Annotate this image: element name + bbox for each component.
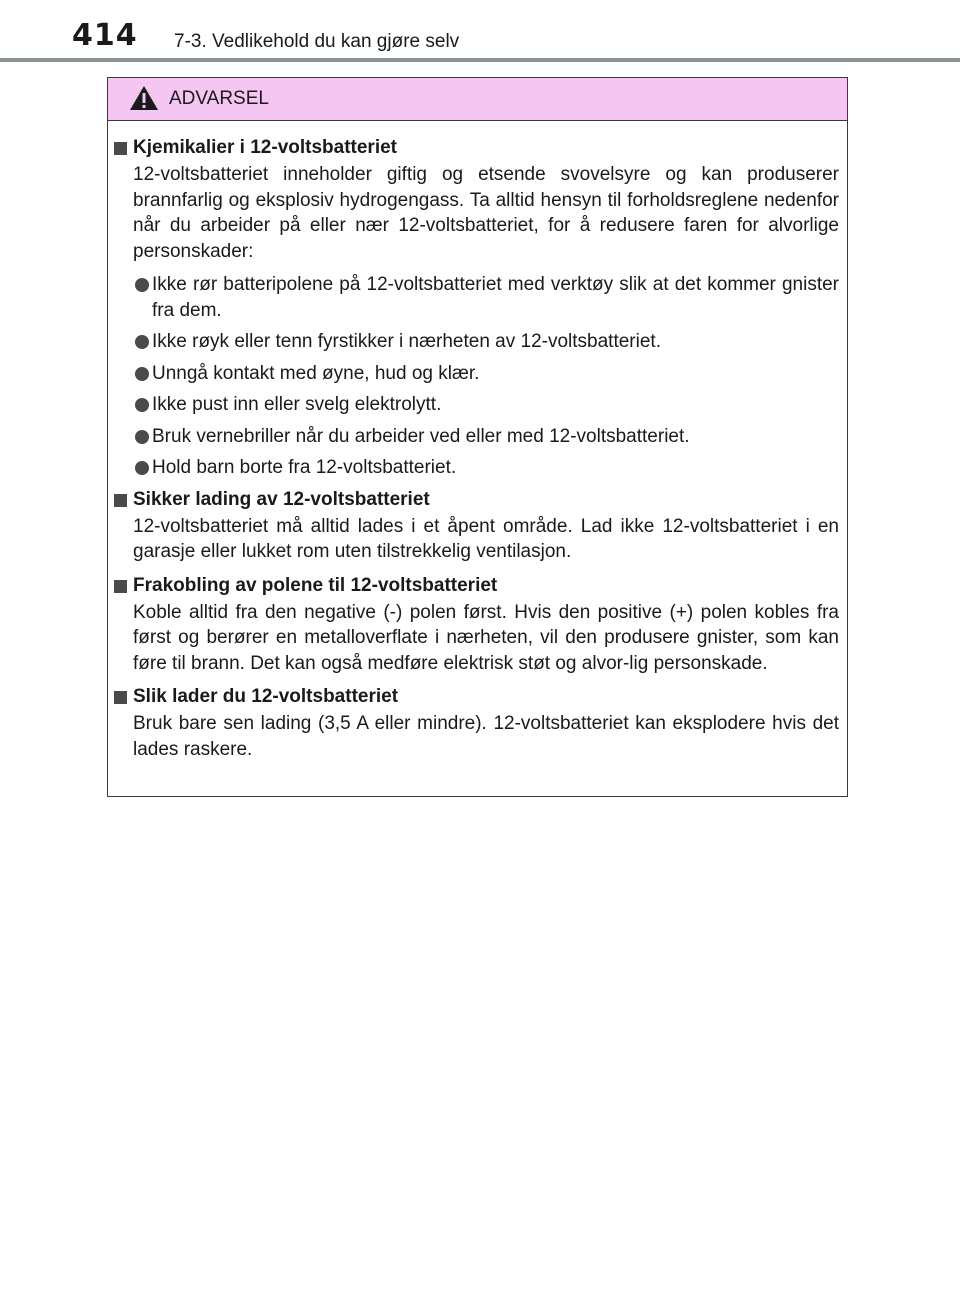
square-bullet-icon <box>114 494 127 507</box>
header-rule <box>0 58 960 62</box>
section-heading: Frakobling av polene til 12-voltsbatteriet <box>108 573 839 599</box>
square-bullet-icon <box>114 142 127 155</box>
section-text: Bruk bare sen lading (3,5 A eller mindre). 12-voltsbatteriet kan eksplodere hvis det lades raskere. <box>133 713 839 760</box>
list-item: Ikke pust inn eller svelg elektrolytt. <box>108 392 839 418</box>
warning-label: ADVARSEL <box>169 88 269 109</box>
section-heading: Kjemikalier i 12-voltsbatteriet <box>108 135 839 161</box>
section-text: 12-voltsbatteriet inneholder giftig og etsende svovelsyre og kan produserer brannfarlig og eksplosiv hydrogengass. Ta alltid hensyn til forholdsreglene nedenfor når du arbeider på eller nær 12-voltsbatteriet, for å redusere faren for alvorlige personskader: <box>133 164 839 262</box>
circle-bullet-icon <box>135 335 149 349</box>
circle-bullet-icon <box>135 367 149 381</box>
page-header <box>0 0 960 60</box>
circle-bullet-icon <box>135 278 149 292</box>
warning-section-chemicals <box>108 135 839 481</box>
section-title: 7-3. Vedlikehold du kan gjøre selv <box>174 31 460 52</box>
list-item: Ikke røyk eller tenn fyrstikker i nærheten av 12-voltsbatteriet. <box>108 329 839 355</box>
warning-triangle-icon <box>129 84 159 117</box>
circle-bullet-icon <box>135 430 149 444</box>
section-text: 12-voltsbatteriet må alltid lades i et åpent område. Lad ikke 12-voltsbatteriet i en garasje eller lukket rom uten tilstrekkelig ventilasjon. <box>133 515 839 562</box>
square-bullet-icon <box>114 691 127 704</box>
list-item: Unngå kontakt med øyne, hud og klær. <box>108 361 839 387</box>
warning-body <box>108 121 847 762</box>
warning-section-safe-charging <box>108 487 839 565</box>
circle-bullet-icon <box>135 398 149 412</box>
list-item: Ikke rør batteripolene på 12-voltsbatteriet med verktøy slik at det kommer gnister fra dem. <box>108 272 839 323</box>
warning-section-how-to-charge <box>108 684 839 762</box>
section-heading: Sikker lading av 12-voltsbatteriet <box>108 487 839 513</box>
section-heading: Slik lader du 12-voltsbatteriet <box>108 684 839 710</box>
circle-bullet-icon <box>135 461 149 475</box>
list-item: Bruk vernebriller når du arbeider ved eller med 12-voltsbatteriet. <box>108 424 839 450</box>
square-bullet-icon <box>114 580 127 593</box>
section-text: Koble alltid fra den negative (-) polen først. Hvis den positive (+) polen kobles fra først og berører en metalloverflate i nærheten, vil den produsere gnister, som kan føre til brann. Det kan også medføre elektrisk støt og alvor-lig personskade. <box>133 601 839 674</box>
warning-box <box>107 77 848 797</box>
warning-header <box>108 78 847 121</box>
warning-section-disconnect <box>108 573 839 677</box>
page-number: 414 <box>72 18 138 53</box>
list-item: Hold barn borte fra 12-voltsbatteriet. <box>108 455 839 481</box>
